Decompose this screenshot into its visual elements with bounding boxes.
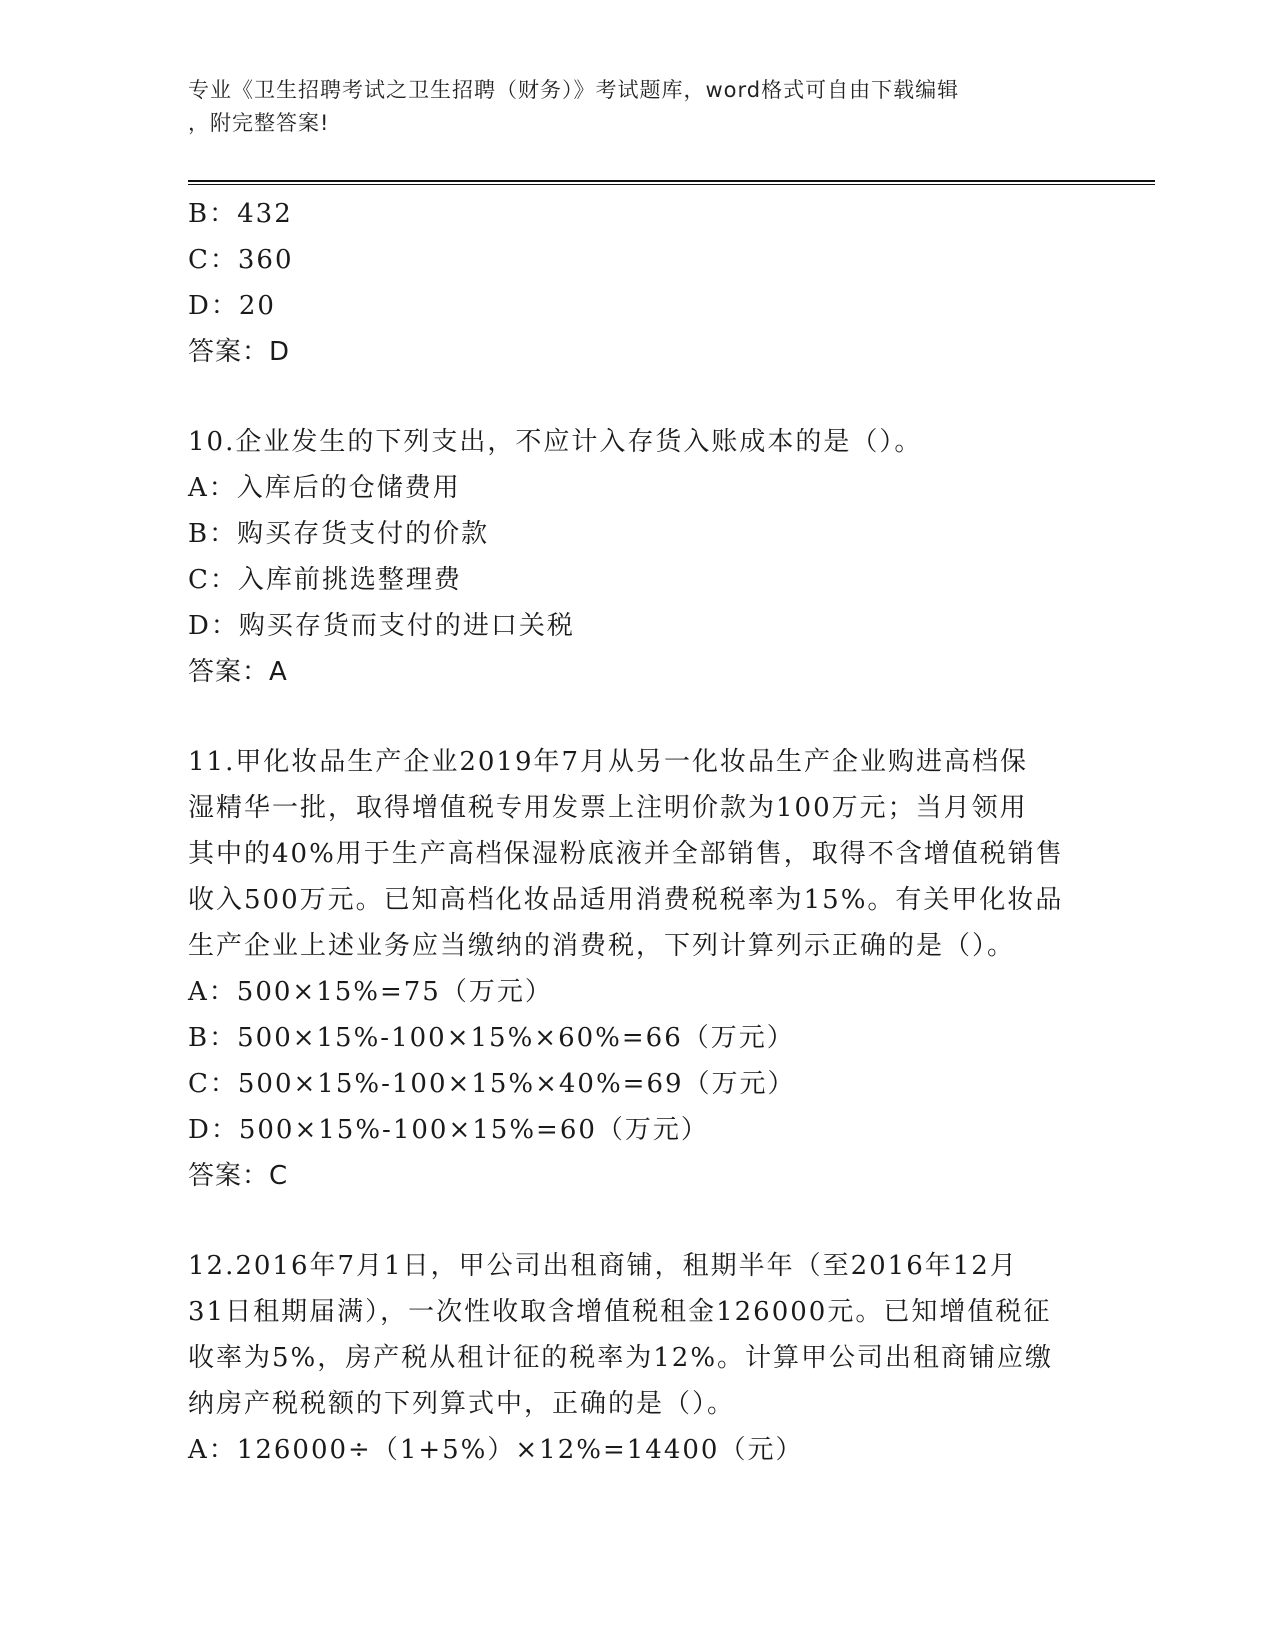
- header-line-2: ，附完整答案!: [188, 111, 330, 135]
- option-b: B：500×15%-100×15%×60%=66（万元）: [188, 1023, 795, 1053]
- option-a: A：126000÷（1+5%）×12%=14400（元）: [188, 1435, 804, 1465]
- header-rule-thick: [188, 180, 1155, 182]
- question-12: [188, 1243, 1088, 1473]
- option-d: D：500×15%-100×15%=60（万元）: [188, 1115, 709, 1145]
- option-a: A：入库后的仓储费用: [188, 473, 461, 503]
- question-list: [188, 191, 1088, 1473]
- option-c: C：500×15%-100×15%×40%=69（万元）: [188, 1069, 796, 1099]
- option-d: D：20: [188, 291, 276, 321]
- option-c: C：360: [188, 245, 294, 275]
- question-11: [188, 739, 1088, 1199]
- option-d: D：购买存货而支付的进口关税: [188, 611, 575, 641]
- question-stem-line: 纳房产税税额的下列算式中，正确的是（）。: [188, 1389, 736, 1419]
- question-stem-line: 收率为5%，房产税从租计征的税率为12%。计算甲公司出租商铺应缴: [188, 1343, 1054, 1373]
- document-header: [188, 74, 1078, 140]
- option-b: B：购买存货支付的价款: [188, 519, 490, 549]
- question-stem-line: 生产企业上述业务应当缴纳的消费税，下列计算列示正确的是（）。: [188, 931, 1016, 961]
- option-c: C：入库前挑选整理费: [188, 565, 462, 595]
- question-stem-line: 11.甲化妆品生产企业2019年7月从另一化妆品生产企业购进高档保: [188, 747, 1029, 777]
- answer: 答案：D: [188, 337, 291, 367]
- option-a: A：500×15%=75（万元）: [188, 977, 553, 1007]
- header-line-1: 专业《卫生招聘考试之卫生招聘（财务）》考试题库，word格式可自由下载编辑: [188, 78, 960, 102]
- header-rule-thin: [188, 184, 1155, 185]
- question-stem-line: 12.2016年7月1日，甲公司出租商铺，租期半年（至2016年12月: [188, 1251, 1018, 1281]
- question-stem-line: 收入500万元。已知高档化妆品适用消费税税率为15%。有关甲化妆品: [188, 885, 1064, 915]
- question-9: [188, 191, 1088, 375]
- answer: 答案：A: [188, 657, 288, 687]
- question-stem-line: 其中的40%用于生产高档保湿粉底液并全部销售，取得不含增值税销售: [188, 839, 1064, 869]
- question-stem-line: 湿精华一批，取得增值税专用发票上注明价款为100万元；当月领用: [188, 793, 1028, 823]
- question-10: [188, 419, 1088, 695]
- answer: 答案：C: [188, 1161, 289, 1191]
- question-stem: 10.企业发生的下列支出，不应计入存货入账成本的是（）。: [188, 427, 923, 457]
- option-b: B：432: [188, 199, 293, 229]
- question-stem-line: 31日租期届满），一次性收取含增值税租金126000元。已知增值税征: [188, 1297, 1052, 1327]
